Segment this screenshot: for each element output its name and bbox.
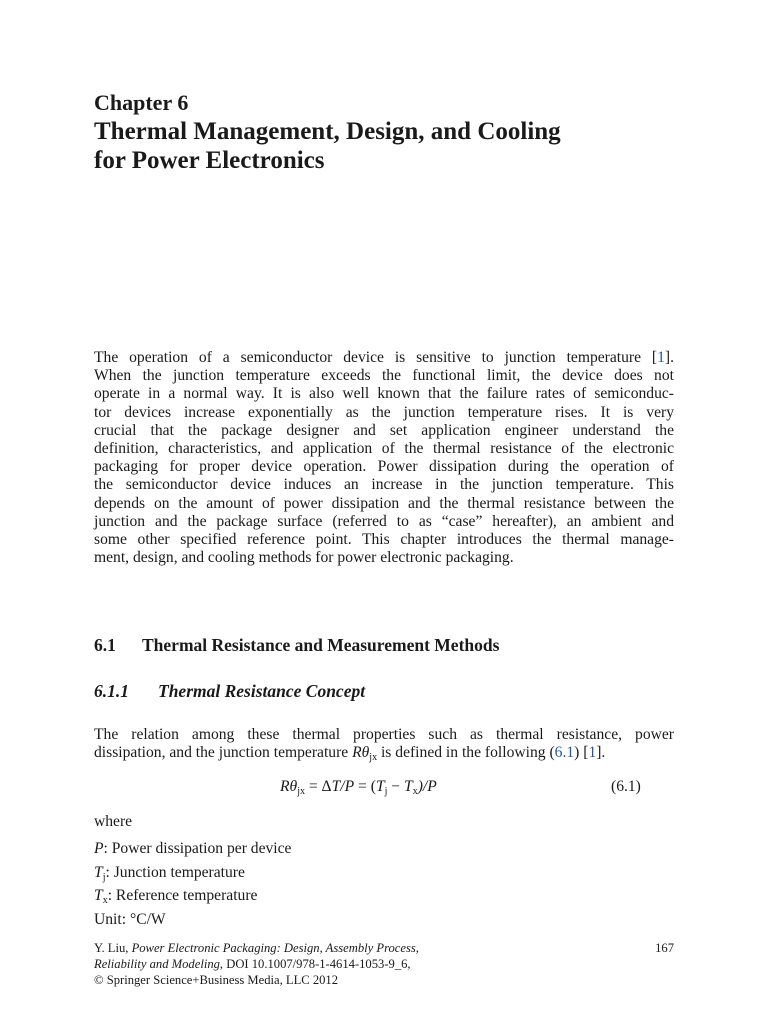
section-heading	[94, 635, 499, 655]
intro-line: some other specified reference point. This chapter introduces the thermal manage-	[94, 531, 674, 549]
citation-link[interactable]: 1	[657, 349, 665, 366]
intro-line: junction and the package surface (referred to as “case” hereafter), an ambient and	[94, 512, 674, 530]
footer-line-2: Reliability and Modeling, DOI 10.1007/978-1-4614-1053-9_6,	[94, 957, 411, 971]
definitions-list	[94, 840, 291, 929]
footer-line-1: Y. Liu, Power Electronic Packaging: Design, Assembly Process,	[94, 941, 419, 955]
section-number: 6.1	[94, 635, 116, 655]
relation-line-1: The relation among these thermal properties such as thermal resistance, power	[94, 726, 674, 743]
subsection-heading	[94, 681, 365, 701]
intro-line: operate in a normal way. It is also well known that the failure rates of semiconduc-	[94, 385, 674, 403]
equation-number: (6.1)	[611, 778, 641, 795]
definition-item: $T_x$: Reference temperature	[94, 887, 258, 907]
footer-line-3: © Springer Science+Business Media, LLC 2012	[94, 973, 339, 987]
relation-paragraph	[94, 726, 674, 767]
intro-line: definition, characteristics, and application of the thermal resistance of the electronic	[94, 440, 674, 458]
equation-6-1: $R\theta_{jx} = \Delta T/P = (T_j - T_x)/P$	[280, 778, 437, 797]
page-number: 167	[655, 941, 674, 955]
intro-line: When the junction temperature exceeds the functional limit, the device does not	[94, 367, 674, 385]
footer-citation	[94, 940, 674, 988]
unit-line: Unit: °C/W	[94, 910, 166, 928]
intro-line: depends on the amount of power dissipation and the thermal resistance between the	[94, 494, 674, 512]
chapter-title	[94, 117, 694, 175]
chapter-title-line-1: Thermal Management, Design, and Cooling	[94, 118, 561, 145]
equation-link[interactable]: 6.1	[554, 744, 575, 762]
subsection-number: 6.1.1	[94, 681, 129, 701]
intro-line: crucial that the package designer and set application engineer understand the	[94, 421, 674, 439]
where-label: where	[94, 813, 133, 830]
intro-line: packaging for proper device operation. Power dissipation during the operation of	[94, 458, 674, 476]
subsection-title: Thermal Resistance Concept	[158, 681, 366, 701]
relation-line-2: dissipation, and the junction temperature $R\theta_{jx}$ is defined in the following (6.1) [1].	[94, 744, 606, 764]
intro-line: ment, design, and cooling methods for power electronic packaging.	[94, 549, 514, 567]
intro-line: tor devices increase exponentially as the junction temperature rises. It is very	[94, 403, 674, 421]
citation-link[interactable]: 1	[588, 744, 597, 762]
intro-line: the semiconductor device induces an increase in the junction temperature. This	[94, 476, 674, 494]
intro-paragraph	[94, 349, 674, 567]
chapter-label: Chapter 6	[94, 90, 189, 115]
section-title: Thermal Resistance and Measurement Methods	[142, 635, 500, 655]
definition-item: $T_j$: Junction temperature	[94, 863, 245, 883]
chapter-title-line-2: for Power Electronics	[94, 147, 325, 174]
definition-item: P: Power dissipation per device	[94, 840, 292, 857]
intro-line: The operation of a semiconductor device is sensitive to junction temperature [1].	[94, 349, 674, 366]
